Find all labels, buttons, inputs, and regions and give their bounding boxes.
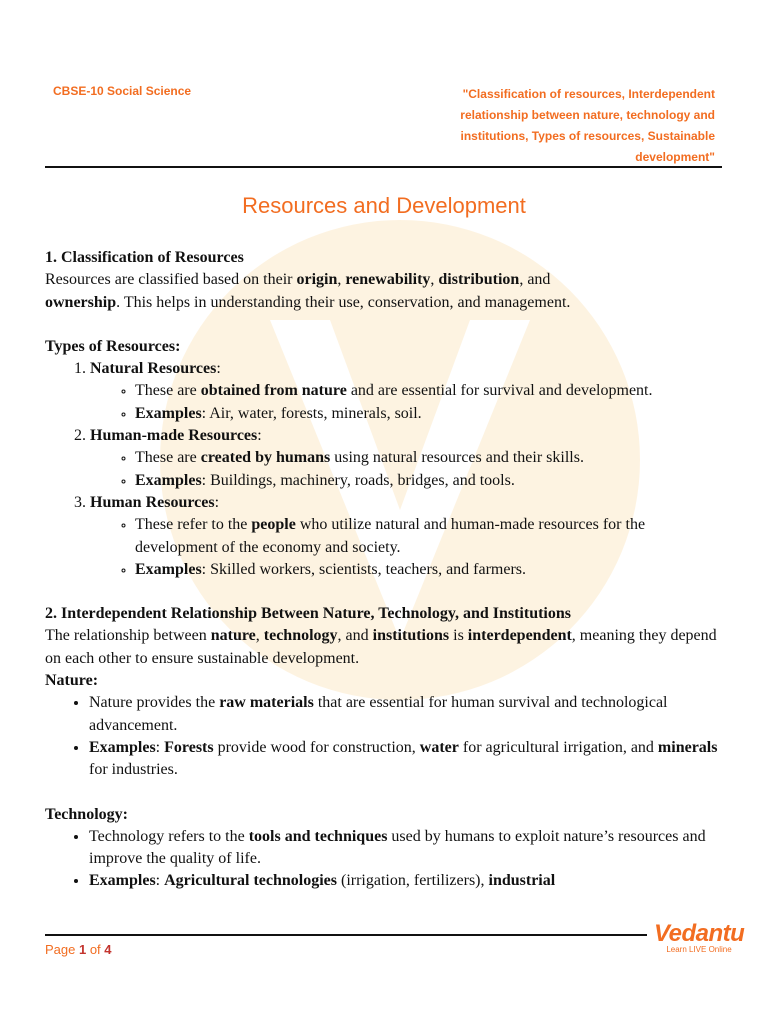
list-item <box>135 447 725 469</box>
sub-list <box>90 380 725 425</box>
header-topics-line: "Classification of resources, Interdependent <box>462 87 715 101</box>
list-item <box>135 470 725 492</box>
nature-list <box>45 692 725 781</box>
paragraph <box>45 269 725 314</box>
header-topics <box>395 84 715 168</box>
text: : Skilled workers, scientists, teachers, and farmers. <box>201 560 527 578</box>
subheading <box>45 336 725 358</box>
list-item <box>135 514 725 559</box>
text: , <box>255 627 264 645</box>
subheading <box>45 670 725 692</box>
text: These refer to the <box>135 516 252 534</box>
text: that are essential for human survival and technological advancement. <box>89 694 668 734</box>
text: : <box>155 872 165 890</box>
bold-text: Agricultural technologies <box>164 872 337 890</box>
section-heading-text: 1. Classification of Resources <box>45 249 244 266</box>
bold-text: Natural Resources <box>90 360 217 378</box>
bold-text: minerals <box>657 738 718 756</box>
section-heading <box>45 247 725 269</box>
bold-text: Human Resources <box>90 493 215 511</box>
list-item <box>89 692 725 737</box>
text: Technology refers to the <box>89 827 249 845</box>
text: , meaning they depend on each other to ensure sustainable development. <box>45 627 717 667</box>
header-subject: CBSE-10 Social Science <box>53 84 192 98</box>
text: , and <box>337 627 373 645</box>
section-heading-text: 2. Interdependent Relationship Between Nature, Technology, and Institutions <box>45 605 571 623</box>
document-body <box>45 247 725 893</box>
text: : Air, water, forests, minerals, soil. <box>201 404 422 422</box>
vedantu-logo <box>654 920 744 954</box>
text: Nature provides the <box>89 694 220 712</box>
list-item <box>89 737 725 782</box>
bold-text: Examples <box>135 560 202 578</box>
footer-divider <box>45 934 647 936</box>
bold-text: technology <box>263 627 338 645</box>
paragraph <box>45 625 725 670</box>
bold-text: created by humans <box>200 449 331 467</box>
list-item <box>135 380 725 402</box>
technology-list <box>45 826 725 893</box>
header-divider <box>45 166 722 168</box>
bold-text: origin <box>296 271 338 289</box>
page-number: 1 <box>78 942 87 957</box>
list-item <box>90 425 725 492</box>
text: used by humans to exploit nature’s resources and improve the quality of life. <box>89 827 706 868</box>
header-topics-line: institutions, Types of resources, Sustainable <box>460 129 715 143</box>
text: who utilize natural and human-made resources for the development of the economy and society. <box>135 516 646 556</box>
bold-text: interdependent <box>467 627 572 645</box>
text: : <box>155 738 165 756</box>
sub-list <box>90 447 725 492</box>
bold-text: Examples <box>89 738 156 756</box>
list-item <box>89 826 725 871</box>
text: : <box>216 360 221 378</box>
text: for industries. <box>89 761 178 779</box>
header-topics-line: development" <box>635 150 715 164</box>
bold-text: Examples <box>135 471 202 489</box>
page-total: 4 <box>104 942 112 957</box>
bold-text: water <box>419 738 459 756</box>
text: and are essential for survival and development. <box>346 382 653 400</box>
text: . This helps in understanding their use, conservation, and management. <box>116 293 571 311</box>
bold-text: industrial <box>488 872 556 890</box>
bold-text: renewability <box>345 271 431 289</box>
section-heading <box>45 603 725 625</box>
bold-text: nature <box>210 627 256 645</box>
subheading-text: Technology: <box>45 805 128 823</box>
logo-name: Vedantu <box>654 920 745 947</box>
text: using natural resources and their skills. <box>330 449 584 467</box>
bold-text: distribution <box>438 271 520 289</box>
of-word: of <box>86 942 105 957</box>
bold-text: ownership <box>45 293 117 311</box>
text: provide wood for construction, <box>213 738 420 756</box>
bold-text: raw materials <box>219 694 314 712</box>
bold-text: obtained from nature <box>200 382 347 400</box>
header-topics-line: relationship between nature, technology and <box>460 108 715 122</box>
text: , <box>430 271 439 289</box>
text: : <box>214 493 220 511</box>
bold-text: institutions <box>372 627 450 645</box>
text: Resources are classified based on their <box>45 271 297 289</box>
text: The relationship between <box>45 627 211 645</box>
list-item <box>90 492 725 581</box>
list-item <box>135 559 725 581</box>
bold-text: Forests <box>164 738 214 756</box>
text: , and <box>519 271 551 289</box>
subheading <box>45 804 725 826</box>
text: : Buildings, machinery, roads, bridges, and tools. <box>201 471 515 489</box>
bold-text: tools and techniques <box>248 827 388 845</box>
subheading-text: Types of Resources: <box>45 337 181 355</box>
list-item <box>135 403 725 425</box>
text: is <box>449 627 468 645</box>
bold-text: people <box>251 516 296 534</box>
page-word: Page <box>45 942 79 957</box>
logo-tagline: Learn LIVE Online <box>666 945 732 954</box>
sub-list <box>90 514 725 581</box>
text: These are <box>135 382 201 400</box>
resource-types-list <box>45 358 725 581</box>
text: : <box>257 427 262 445</box>
subheading-text: Nature: <box>45 672 99 690</box>
list-item <box>89 870 725 892</box>
bold-text: Examples <box>89 872 156 890</box>
text: (irrigation, fertilizers), <box>337 872 489 890</box>
bold-text: Examples <box>135 404 202 422</box>
text: These are <box>135 449 201 467</box>
text: , <box>337 271 346 289</box>
page-indicator <box>45 942 112 957</box>
text: for agricultural irrigation, and <box>458 738 658 756</box>
list-item <box>90 358 725 425</box>
bold-text: Human-made Resources <box>90 427 258 445</box>
page-title: Resources and Development <box>242 193 526 218</box>
